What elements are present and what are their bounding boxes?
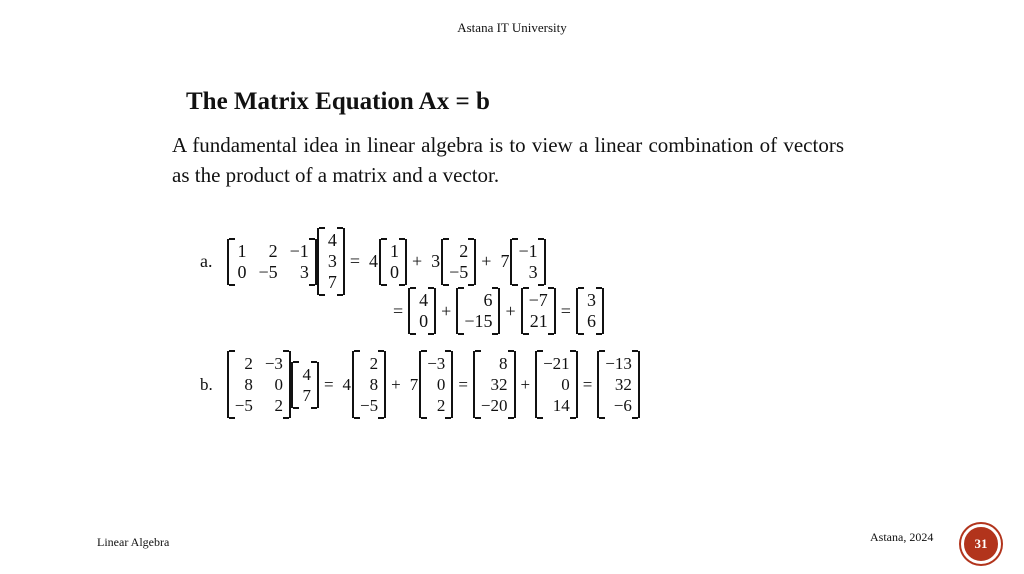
- footer-location-year: Astana, 2024: [870, 530, 934, 544]
- matrix-entry: 3: [327, 251, 337, 271]
- operator: +: [520, 374, 531, 394]
- matrix-entry: 0: [561, 375, 570, 394]
- scalar-coefficient: 7: [409, 374, 419, 394]
- scalar-coefficient: 3: [431, 251, 441, 271]
- operator: +: [481, 251, 492, 271]
- matrix-entry: 0: [419, 311, 429, 331]
- operator: =: [393, 300, 404, 321]
- matrix-entry: −21: [543, 354, 570, 373]
- matrix-entry: −1: [289, 240, 309, 261]
- operator: =: [323, 374, 334, 394]
- operator: +: [411, 251, 423, 271]
- matrix: [291, 362, 319, 408]
- matrix-entry: 0: [436, 375, 446, 394]
- equation-b-row1: [200, 351, 640, 418]
- matrix-entry: 3: [528, 261, 538, 282]
- matrix: [317, 228, 345, 295]
- matrix-entry: 8: [499, 354, 508, 373]
- equation-a-label: a.: [200, 251, 213, 271]
- matrix-entry: 0: [389, 261, 399, 282]
- matrix-entry: 32: [490, 375, 508, 394]
- scalar-coefficient: 7: [500, 251, 510, 271]
- matrix-entry: 0: [237, 261, 247, 282]
- equation-b-label: b.: [200, 374, 213, 394]
- matrix-entry: −5: [360, 396, 379, 415]
- operator: +: [391, 374, 401, 394]
- matrix: [227, 239, 317, 285]
- operator: =: [582, 374, 593, 394]
- matrix: [352, 351, 386, 418]
- matrix-entry: −3: [264, 354, 283, 373]
- matrix: [576, 288, 604, 334]
- matrix-entry: 8: [244, 375, 253, 394]
- matrix-entry: 6: [483, 290, 493, 310]
- matrix: [227, 351, 291, 418]
- matrix-entry: 0: [274, 375, 283, 394]
- matrix-entry: −15: [464, 311, 493, 331]
- equation-b-terms: [227, 351, 640, 418]
- matrix-entry: 32: [614, 375, 632, 394]
- page-number-badge: 31: [961, 524, 1001, 564]
- equation-a-row2: [388, 288, 604, 334]
- matrix: [456, 288, 500, 334]
- matrix-entry: −5: [258, 261, 278, 282]
- matrix-entry: 4: [327, 230, 337, 250]
- matrix-entry: 2: [244, 354, 253, 373]
- scalar-coefficient: 4: [368, 251, 378, 271]
- matrix-entry: 3: [586, 290, 596, 310]
- matrix-entry: 8: [369, 375, 379, 394]
- matrix: [419, 351, 453, 418]
- scalar-coefficient: 4: [342, 374, 352, 394]
- equation-a-row1: [200, 228, 546, 295]
- slide-header: Astana IT University: [457, 20, 567, 35]
- intro-paragraph: A fundamental idea in linear algebra is to view a linear combination of vectors as the product of a matrix and a vector.: [172, 133, 844, 187]
- matrix-entry: 4: [302, 364, 311, 384]
- matrix-entry: −20: [480, 396, 508, 415]
- matrix: [379, 239, 407, 285]
- operator: =: [560, 300, 571, 321]
- matrix: [597, 351, 640, 418]
- matrix-entry: 14: [552, 396, 570, 415]
- operator: =: [458, 374, 468, 394]
- matrix-entry: −3: [427, 354, 446, 373]
- matrix: [521, 288, 556, 334]
- matrix-entry: 2: [369, 354, 379, 373]
- equation-a-row2-terms: [388, 288, 604, 334]
- matrix-entry: 2: [436, 396, 446, 415]
- matrix: [510, 239, 545, 285]
- matrix-entry: −7: [528, 290, 548, 310]
- matrix-entry: 1: [237, 240, 247, 261]
- operator: +: [441, 300, 452, 321]
- matrix: [535, 351, 578, 418]
- matrix-entry: 1: [389, 240, 399, 261]
- matrix-entry: −5: [234, 396, 253, 415]
- matrix: [473, 351, 516, 418]
- matrix: [441, 239, 476, 285]
- matrix-entry: 4: [419, 290, 429, 310]
- matrix-entry: −1: [518, 240, 538, 261]
- matrix-entry: 2: [274, 396, 283, 415]
- matrix-entry: −6: [613, 396, 632, 415]
- matrix-entry: 3: [299, 261, 309, 282]
- equation-a-terms: [227, 228, 546, 295]
- matrix-entry: 6: [586, 311, 596, 331]
- matrix: [408, 288, 436, 334]
- matrix-entry: 7: [302, 385, 311, 405]
- matrix-entry: −13: [605, 354, 632, 373]
- footer-course-name: Linear Algebra: [97, 535, 170, 549]
- matrix-entry: 2: [459, 240, 469, 261]
- matrix-entry: 2: [268, 240, 278, 261]
- operator: +: [505, 300, 516, 321]
- operator: =: [349, 251, 360, 271]
- matrix-entry: 7: [327, 272, 337, 292]
- slide-title: The Matrix Equation Ax = b: [186, 88, 490, 115]
- matrix-entry: 21: [529, 311, 548, 331]
- matrix-entry: −5: [449, 261, 469, 282]
